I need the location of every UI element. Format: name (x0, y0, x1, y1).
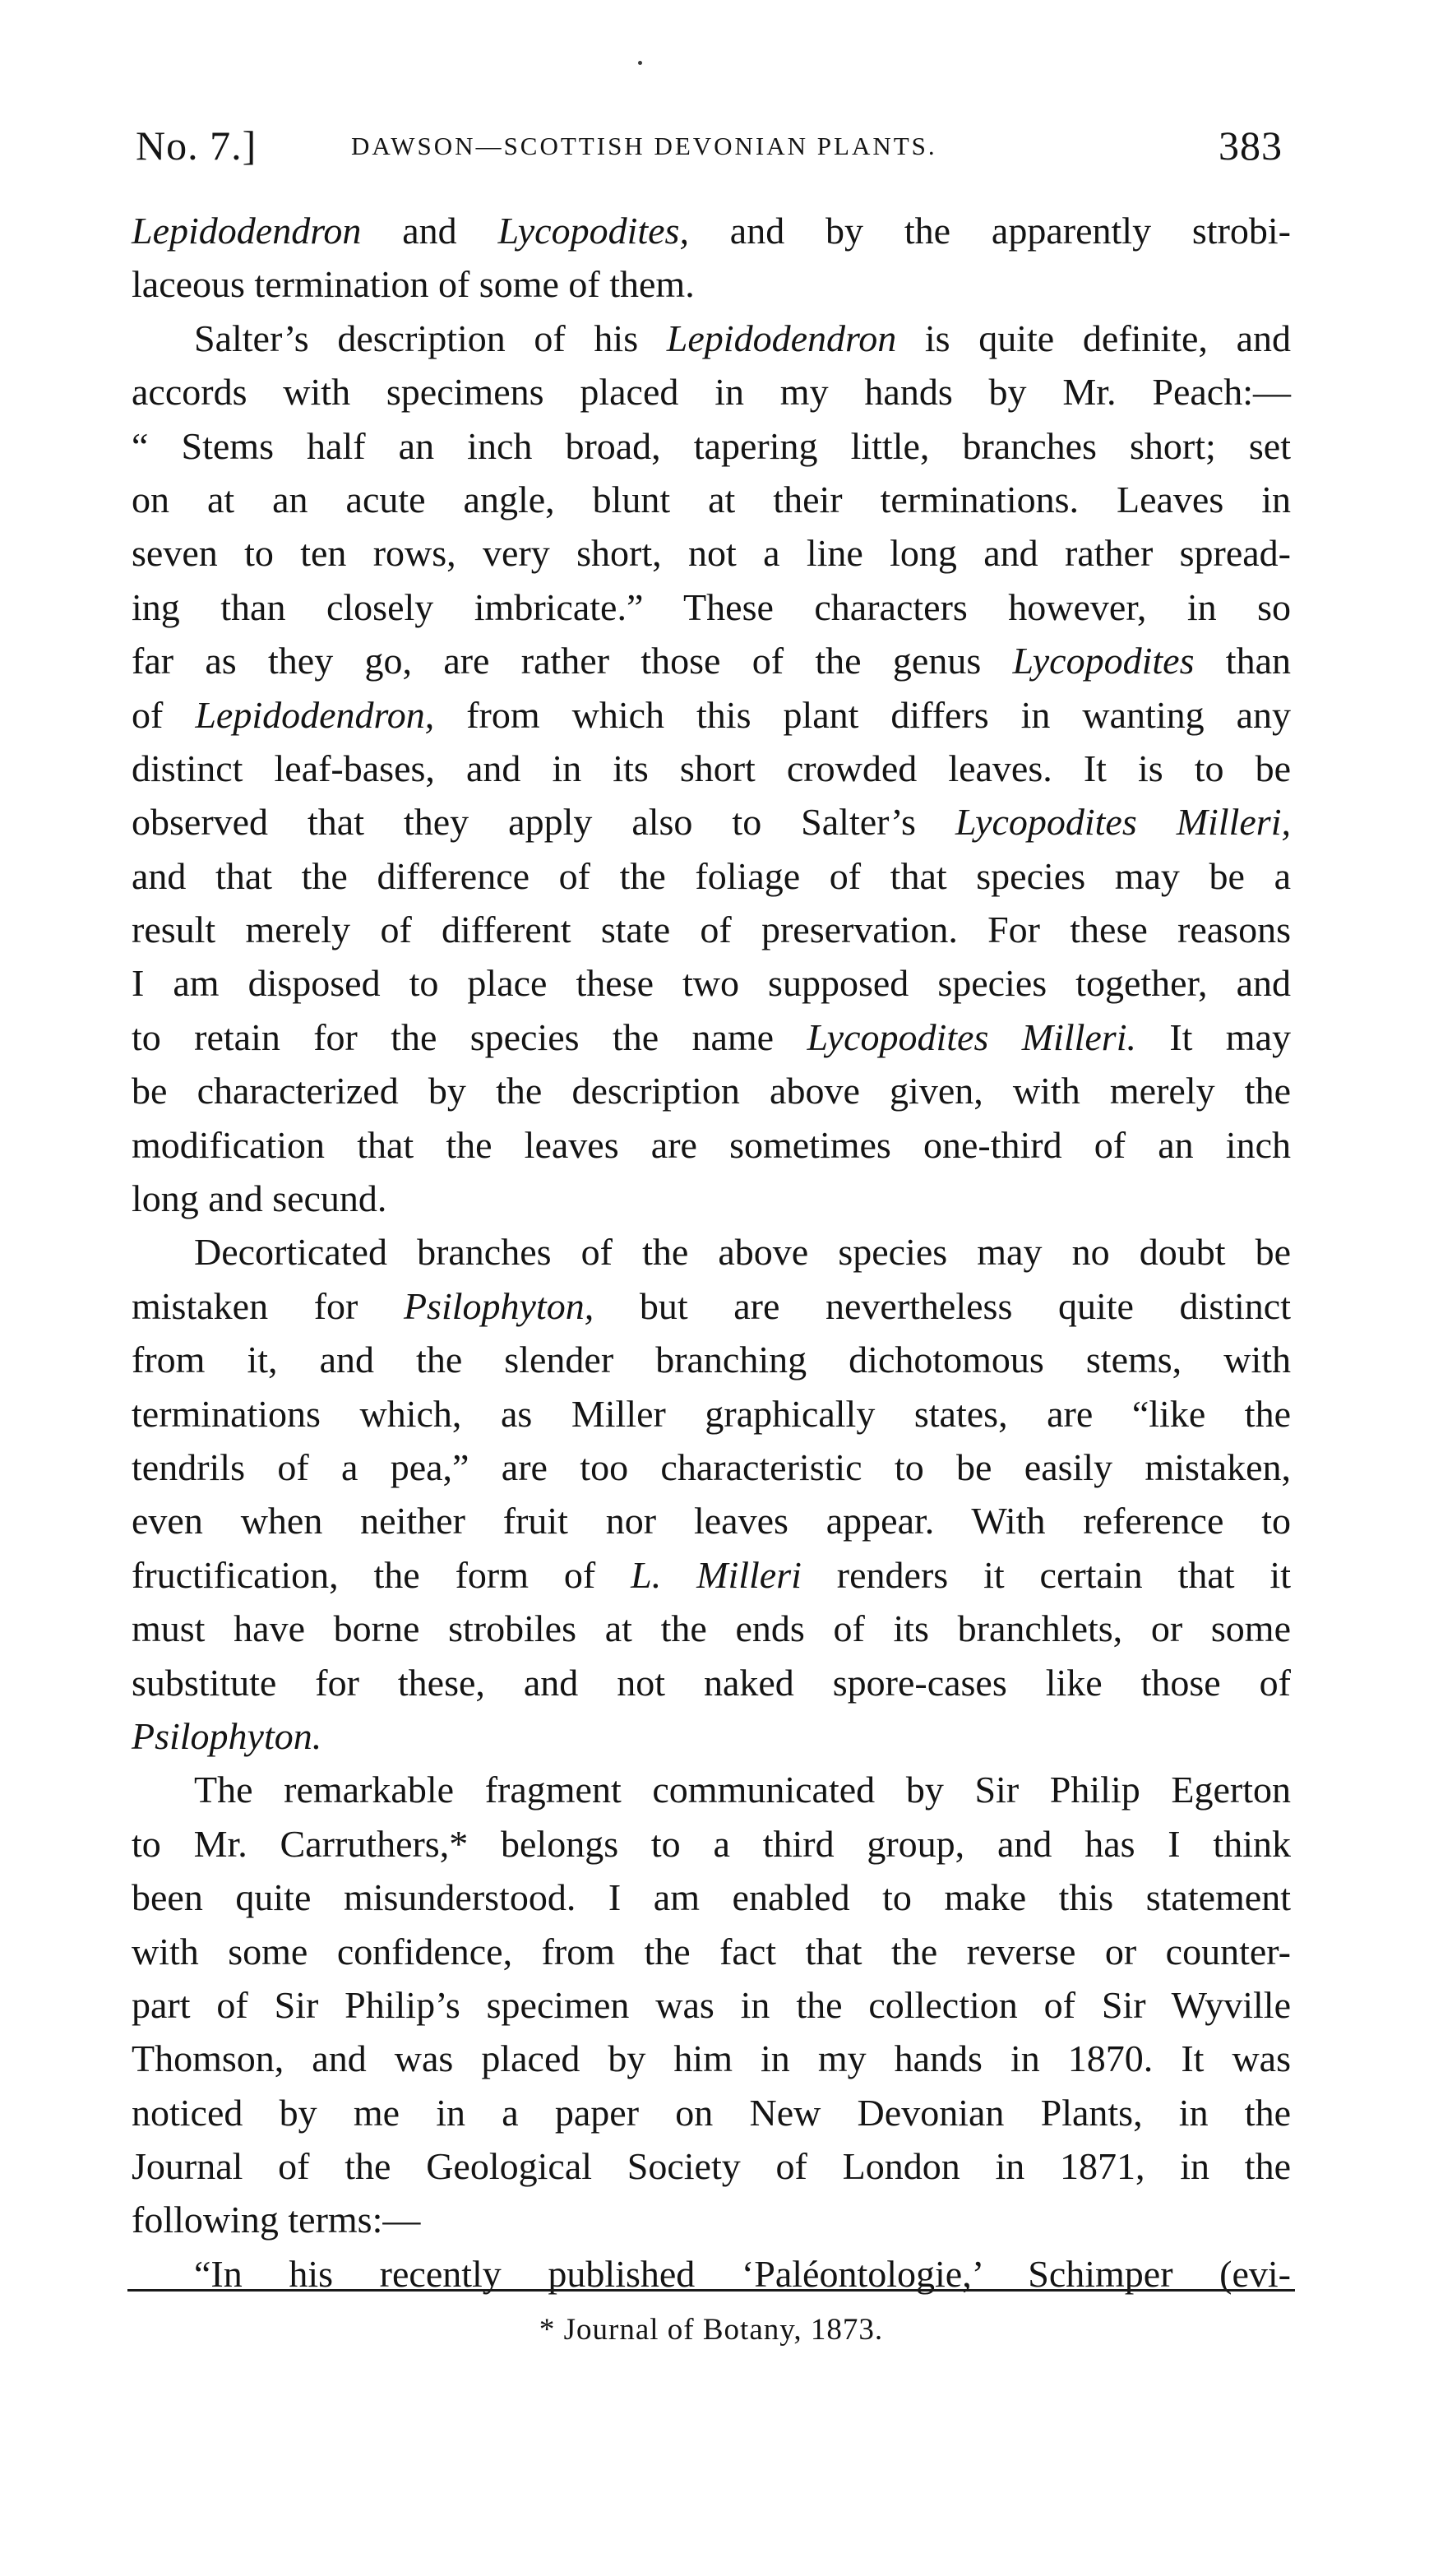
text-line (132, 1172, 1291, 1225)
text-line (132, 849, 1291, 903)
text-run: tendrils of a pea,” are too characteristic to be easily mistaken, (132, 1445, 1291, 1488)
italic-term: Lepidodendron (666, 317, 897, 359)
text-run: on at an acute angle, blunt at their terminations. Leaves in (132, 478, 1291, 520)
text-run: from it, and the slender branching dichotomous stems, with (132, 1339, 1291, 1381)
running-header (136, 122, 1283, 179)
text-line (132, 742, 1291, 795)
footnote: * Journal of Botany, 1873. (539, 2313, 884, 2347)
text-run: laceous termination of some of them. (132, 263, 695, 306)
footnote-rule (127, 2289, 1295, 2292)
italic-term: Lycopodites, (497, 210, 689, 252)
text-line (132, 526, 1291, 580)
text-line (132, 1494, 1291, 1547)
text-run: even when neither fruit nor leaves appear. With reference to (132, 1500, 1291, 1542)
text-run: renders it certain that it (801, 1553, 1291, 1596)
text-line (132, 1333, 1291, 1386)
text-run: Decorticated branches of the above species may no doubt be (194, 1231, 1291, 1274)
text-run: It may (1136, 1015, 1292, 1058)
text-line (132, 365, 1291, 419)
text-line (132, 473, 1291, 526)
text-line (132, 1548, 1291, 1602)
text-line (132, 580, 1291, 634)
text-run: result merely of different state of preservation. For these reasons (132, 909, 1291, 951)
text-run: part of Sir Philip’s specimen was in the collection of Sir Wyville (132, 1983, 1291, 2026)
text-run: mistaken for (132, 1284, 404, 1327)
text-line (132, 419, 1291, 473)
text-run: been quite misunderstood. I am enabled to make this statement (132, 1876, 1291, 1919)
text-line (132, 1925, 1291, 1978)
text-line (132, 2032, 1291, 2085)
text-run: and that the difference of the foliage of that species may be a (132, 854, 1291, 897)
text-run: noticed by me in a paper on New Devonian Plants, in the (132, 2091, 1291, 2134)
text-line (132, 795, 1291, 849)
text-run: is quite definite, and (896, 317, 1291, 359)
italic-term: Lycopodites Milleri, (955, 801, 1291, 844)
text-run: Thomson, and was placed by him in my hands in 1870. It was (132, 2037, 1291, 2080)
italic-term: Lepidodendron (132, 210, 362, 252)
text-run: and (361, 210, 498, 252)
text-run: and by the apparently strobi- (688, 210, 1292, 252)
text-run: following terms:— (132, 2199, 421, 2241)
text-line (132, 1064, 1291, 1117)
text-run: “In his recently published ‘Paléontologie,’ Schimper (evi- (194, 2252, 1291, 2295)
text-line (132, 1011, 1291, 1064)
running-title: DAWSON—SCOTTISH DEVONIAN PLANTS. (351, 132, 937, 160)
text-run: from which this plant differs in wanting any (434, 693, 1291, 736)
text-line (132, 1225, 1291, 1279)
text-line (132, 204, 1291, 257)
text-line (132, 1817, 1291, 1871)
text-run: fructification, the form of (132, 1553, 631, 1596)
text-line (132, 956, 1291, 1010)
text-run: than (1194, 640, 1291, 682)
text-run: be characterized by the description above given, with merely the (132, 1070, 1291, 1112)
italic-term: Lycopodites Milleri. (807, 1015, 1136, 1058)
text-run: but are nevertheless quite distinct (594, 1284, 1291, 1327)
italic-term: Psilophyton. (132, 1714, 322, 1757)
text-run: Salter’s description of his (194, 317, 667, 359)
text-line (132, 634, 1291, 687)
text-run: to retain for the species the name (132, 1015, 807, 1058)
text-line (132, 1656, 1291, 1709)
italic-term: L. Milleri (631, 1553, 802, 1596)
text-run: to Mr. Carruthers,* belongs to a third group, and has I think (132, 1822, 1291, 1865)
text-line (132, 1871, 1291, 1924)
text-run: “ Stems half an inch broad, tapering little, branches short; set (132, 424, 1291, 467)
text-run: must have borne strobiles at the ends of its branchlets, or some (132, 1607, 1291, 1650)
text-line (132, 312, 1291, 365)
text-line (132, 688, 1291, 742)
italic-term: Psilophyton, (403, 1284, 594, 1327)
text-line (132, 1441, 1291, 1494)
body-text (132, 204, 1291, 2301)
text-line (132, 2086, 1291, 2139)
text-line (132, 2247, 1291, 2301)
text-line (132, 903, 1291, 956)
issue-number: No. 7.] (136, 123, 257, 169)
text-line (132, 2193, 1291, 2246)
text-line (132, 1709, 1291, 1763)
text-run: distinct leaf-bases, and in its short crowded leaves. It is to be (132, 747, 1291, 789)
italic-term: Lepidodendron, (195, 693, 435, 736)
text-line (132, 1763, 1291, 1816)
page-number: 383 (1219, 123, 1283, 169)
text-run: long and secund. (132, 1177, 387, 1220)
italic-term: Lycopodites (1012, 640, 1195, 682)
text-line (132, 1118, 1291, 1172)
text-run: far as they go, are rather those of the genus (132, 640, 1013, 682)
text-line (132, 1978, 1291, 2032)
text-line (132, 257, 1291, 311)
text-run: seven to ten rows, very short, not a line long and rather spread- (132, 532, 1291, 575)
text-line (132, 1387, 1291, 1441)
text-run: substitute for these, and not naked spore-cases like those of (132, 1661, 1291, 1704)
text-run: The remarkable fragment communicated by Sir Philip Egerton (194, 1769, 1291, 1811)
text-line (132, 2139, 1291, 2193)
text-run: accords with specimens placed in my hands by Mr. Peach:— (132, 371, 1291, 414)
text-run: modification that the leaves are sometimes one-third of an inch (132, 1123, 1291, 1166)
text-run: terminations which, as Miller graphically states, are “like the (132, 1392, 1291, 1435)
text-line (132, 1602, 1291, 1655)
text-run: ing than closely imbricate.” These characters however, in so (132, 585, 1291, 628)
text-run: I am disposed to place these two supposed species together, and (132, 962, 1291, 1005)
text-run: Journal of the Geological Society of London in 1871, in the (132, 2145, 1291, 2188)
text-run: with some confidence, from the fact that the reverse or counter- (132, 1930, 1291, 1972)
print-speck (638, 61, 642, 65)
text-run: observed that they apply also to Salter’s (132, 801, 955, 844)
text-run: of (132, 693, 196, 736)
text-line (132, 1279, 1291, 1333)
